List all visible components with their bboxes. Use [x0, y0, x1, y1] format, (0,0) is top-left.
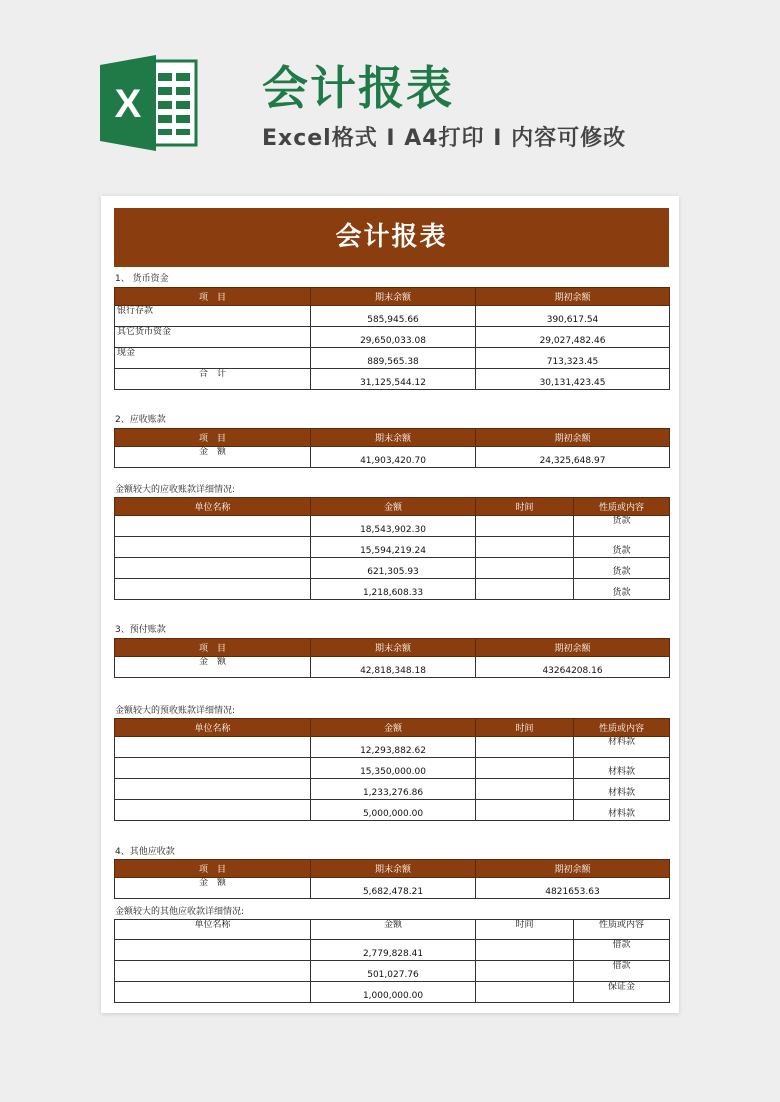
amount-cell[interactable]: 15,594,219.24: [311, 537, 476, 558]
col-header-unit: 单位名称: [115, 719, 311, 737]
unit-cell[interactable]: [115, 800, 311, 821]
nature-cell[interactable]: 借款: [574, 940, 670, 961]
time-cell[interactable]: [476, 982, 574, 1003]
row-begin-value[interactable]: 24,325,648.97: [476, 447, 670, 468]
time-cell[interactable]: [476, 779, 574, 800]
table-row: [115, 537, 670, 558]
logo-letter: X: [114, 82, 142, 126]
col-header-nature: 性质或内容: [574, 498, 670, 516]
col-header-item: 项 目: [115, 288, 311, 306]
nature-cell[interactable]: 货款: [574, 558, 670, 579]
table-header-row: [115, 288, 670, 306]
receivables-table: [114, 428, 670, 468]
row-end-value[interactable]: 585,945.66: [311, 306, 476, 327]
time-cell[interactable]: [476, 940, 574, 961]
table-row: [115, 737, 670, 758]
unit-cell[interactable]: [115, 737, 311, 758]
table-row: [115, 348, 670, 369]
row-end-value[interactable]: 42,818,348.18: [311, 657, 476, 678]
table-row: [115, 327, 670, 348]
table-row: [115, 516, 670, 537]
amount-cell[interactable]: 15,350,000.00: [311, 758, 476, 779]
time-cell[interactable]: [476, 737, 574, 758]
page-title: 会计报表: [262, 61, 454, 115]
amount-cell[interactable]: 18,543,902.30: [311, 516, 476, 537]
row-name[interactable]: 银行存款: [115, 306, 311, 327]
row-begin-value[interactable]: 43264208.16: [476, 657, 670, 678]
table-row: [115, 800, 670, 821]
amount-cell[interactable]: 12,293,882.62: [311, 737, 476, 758]
section-3-title: 3、预付账款: [115, 625, 166, 635]
time-cell[interactable]: [476, 579, 574, 600]
row-begin-value[interactable]: 29,027,482.46: [476, 327, 670, 348]
unit-cell[interactable]: [115, 537, 311, 558]
nature-cell[interactable]: 货款: [574, 579, 670, 600]
row-name[interactable]: 现金: [115, 348, 311, 369]
amount-cell[interactable]: 1,218,608.33: [311, 579, 476, 600]
col-header-time: 时间: [476, 719, 574, 737]
row-begin-value[interactable]: 4821653.63: [476, 878, 670, 899]
row-end-value[interactable]: 889,565.38: [311, 348, 476, 369]
nature-cell[interactable]: 货款: [574, 516, 670, 537]
section-4-detail-title: 金额较大的其他应收款详细情况:: [115, 907, 245, 917]
unit-cell[interactable]: [115, 940, 311, 961]
row-name[interactable]: 金 额: [115, 657, 311, 678]
col-header-item: 项 目: [115, 860, 311, 878]
table-row: [115, 982, 670, 1003]
col-header-nature: 性质或内容: [574, 920, 670, 940]
nature-cell[interactable]: 保证金: [574, 982, 670, 1003]
excel-logo-icon: [100, 55, 198, 151]
unit-cell[interactable]: [115, 516, 311, 537]
col-header-time: 时间: [476, 920, 574, 940]
row-begin-value[interactable]: 390,617.54: [476, 306, 670, 327]
nature-cell[interactable]: 材料款: [574, 737, 670, 758]
row-name[interactable]: 其它货币资金: [115, 327, 311, 348]
cash-table: [114, 287, 670, 390]
prepayments-detail-table: [114, 718, 670, 821]
other-receivables-table: [114, 859, 670, 899]
table-row: [115, 447, 670, 468]
time-cell[interactable]: [476, 800, 574, 821]
col-header-unit: 单位名称: [115, 498, 311, 516]
prepayments-table: [114, 638, 670, 678]
table-row: [115, 878, 670, 899]
section-3-detail-title: 金额较大的预收账款详细情况:: [115, 706, 236, 716]
table-row: [115, 306, 670, 327]
section-4-title: 4、其他应收款: [115, 847, 175, 857]
total-label[interactable]: 合 计: [115, 369, 311, 390]
col-header-amount: 金额: [311, 719, 476, 737]
nature-cell[interactable]: 材料款: [574, 758, 670, 779]
row-begin-value[interactable]: 713,323.45: [476, 348, 670, 369]
col-header-begin: 期初余额: [476, 860, 670, 878]
col-header-item: 项 目: [115, 429, 311, 447]
other-receivables-detail-table: [114, 919, 670, 1003]
col-header-amount: 金额: [311, 920, 476, 940]
table-row: [115, 657, 670, 678]
section-1-title: 1、 货币资金: [115, 274, 169, 284]
col-header-unit: 单位名称: [115, 920, 311, 940]
amount-cell[interactable]: 501,027.76: [311, 961, 476, 982]
time-cell[interactable]: [476, 516, 574, 537]
table-row: [115, 940, 670, 961]
total-end-value[interactable]: 31,125,544.12: [311, 369, 476, 390]
unit-cell[interactable]: [115, 579, 311, 600]
col-header-amount: 金额: [311, 498, 476, 516]
table-row: [115, 779, 670, 800]
table-row: [115, 558, 670, 579]
report-sheet: [101, 196, 679, 1013]
row-name[interactable]: 金 额: [115, 447, 311, 468]
unit-cell[interactable]: [115, 758, 311, 779]
section-2-detail-title: 金额较大的应收账款详细情况:: [115, 485, 236, 495]
col-header-begin: 期初余额: [476, 429, 670, 447]
time-cell[interactable]: [476, 758, 574, 779]
amount-cell[interactable]: 621,305.93: [311, 558, 476, 579]
time-cell[interactable]: [476, 558, 574, 579]
unit-cell[interactable]: [115, 961, 311, 982]
col-header-time: 时间: [476, 498, 574, 516]
table-row: [115, 961, 670, 982]
col-header-item: 项 目: [115, 639, 311, 657]
row-name[interactable]: 金 额: [115, 878, 311, 899]
table-row: [115, 758, 670, 779]
report-banner: 会计报表: [114, 208, 669, 267]
total-row: [115, 369, 670, 390]
table-row: [115, 579, 670, 600]
unit-cell[interactable]: [115, 982, 311, 1003]
nature-cell[interactable]: 借款: [574, 961, 670, 982]
time-cell[interactable]: [476, 961, 574, 982]
unit-cell[interactable]: [115, 558, 311, 579]
section-2-title: 2、应收账款: [115, 415, 166, 425]
row-end-value[interactable]: 5,682,478.21: [311, 878, 476, 899]
receivables-detail-table: [114, 497, 670, 600]
nature-cell[interactable]: 材料款: [574, 779, 670, 800]
total-begin-value[interactable]: 30,131,423.45: [476, 369, 670, 390]
nature-cell[interactable]: 材料款: [574, 800, 670, 821]
col-header-end: 期末余额: [311, 639, 476, 657]
time-cell[interactable]: [476, 537, 574, 558]
page-subtitle: Excel格式 I A4打印 I 内容可修改: [262, 126, 627, 151]
amount-cell[interactable]: 2,779,828.41: [311, 940, 476, 961]
row-end-value[interactable]: 29,650,033.08: [311, 327, 476, 348]
row-end-value[interactable]: 41,903,420.70: [311, 447, 476, 468]
nature-cell[interactable]: 货款: [574, 537, 670, 558]
col-header-nature: 性质或内容: [574, 719, 670, 737]
amount-cell[interactable]: 5,000,000.00: [311, 800, 476, 821]
col-header-begin: 期初余额: [476, 288, 670, 306]
col-header-end: 期末余额: [311, 288, 476, 306]
col-header-end: 期末余额: [311, 860, 476, 878]
amount-cell[interactable]: 1,000,000.00: [311, 982, 476, 1003]
col-header-end: 期末余额: [311, 429, 476, 447]
amount-cell[interactable]: 1,233,276.86: [311, 779, 476, 800]
col-header-begin: 期初余额: [476, 639, 670, 657]
unit-cell[interactable]: [115, 779, 311, 800]
